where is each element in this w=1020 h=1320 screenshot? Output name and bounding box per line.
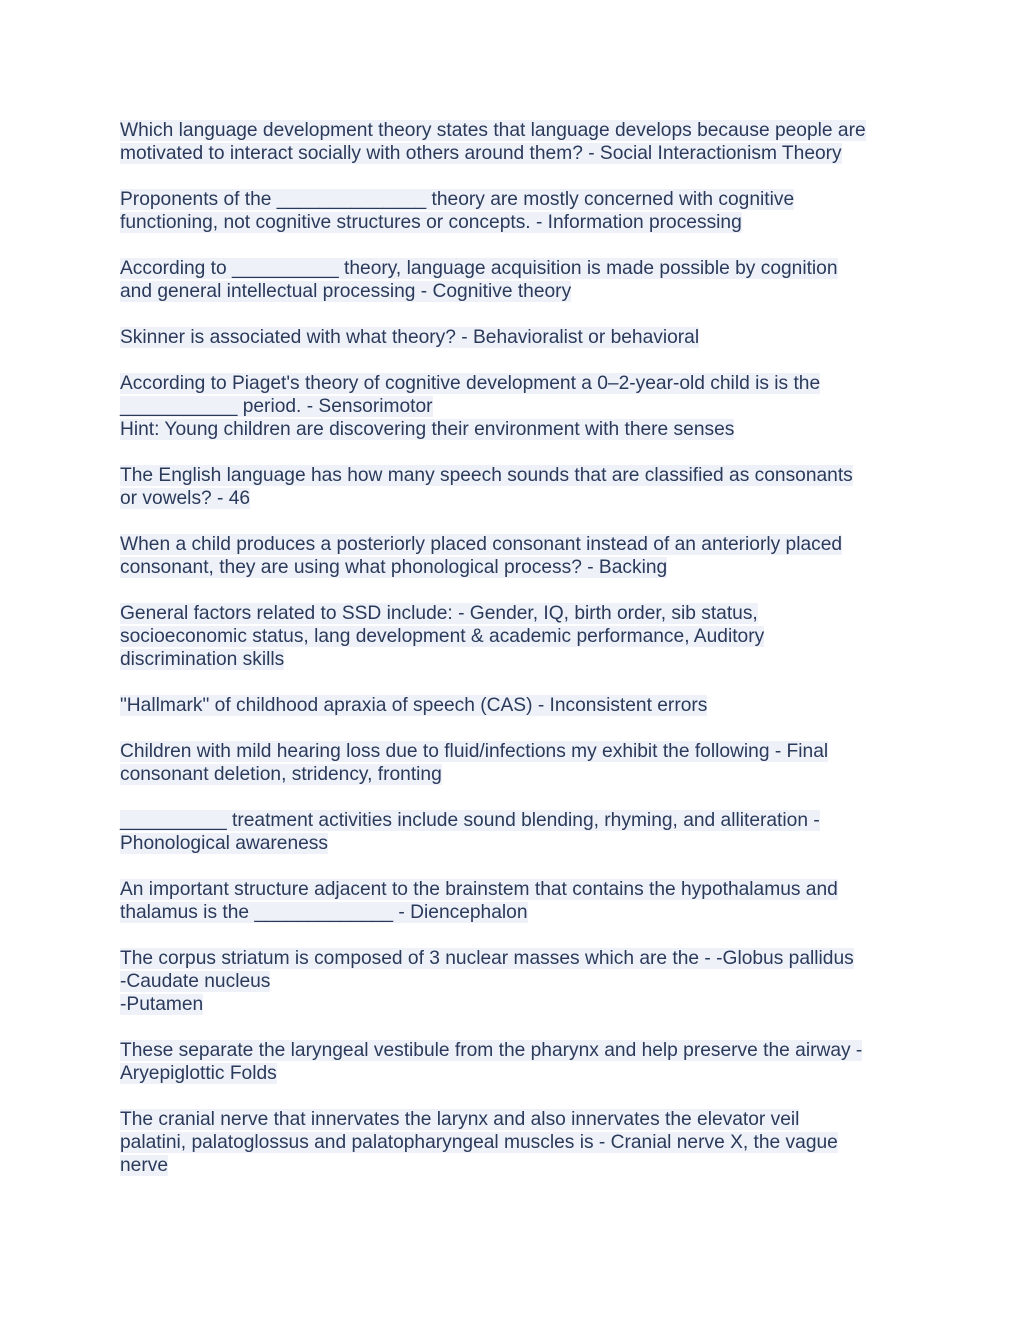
qa-line-text: "Hallmark" of childhood apraxia of speech (CAS) - Inconsistent errors [120,695,708,716]
qa-line-text: consonant, they are using what phonological process? - Backing [120,557,668,578]
qa-line [120,763,910,786]
qa-line [120,487,910,510]
qa-line-text: thalamus is the _____________ - Diencephalon [120,902,528,923]
qa-entry [120,947,910,1016]
qa-entry [120,533,910,579]
qa-line [120,280,910,303]
qa-line-text: __________ treatment activities include sound blending, rhyming, and alliteration - [120,810,820,831]
qa-line [120,625,910,648]
qa-line [120,533,910,556]
qa-entry [120,809,910,855]
qa-line [120,602,910,625]
qa-line-text: Phonological awareness [120,833,328,854]
qa-line-text: The English language has how many speech sounds that are classified as consonants [120,465,853,486]
qa-line-text: socioeconomic status, lang development & academic performance, Auditory [120,626,765,647]
qa-line [120,809,910,832]
qa-line-text: General factors related to SSD include: - Gender, IQ, birth order, sib status, [120,603,758,624]
qa-line-text: and general intellectual processing - Cognitive theory [120,281,572,302]
qa-line [120,878,910,901]
qa-line [120,257,910,280]
qa-entry [120,464,910,510]
qa-line [120,947,910,970]
qa-line [120,372,910,395]
qa-line [120,326,910,349]
qa-line [120,1131,910,1154]
qa-line-text: The corpus striatum is composed of 3 nuclear masses which are the - -Globus pallidus [120,948,854,969]
qa-line-text: -Caudate nucleus [120,971,271,992]
qa-line-text: Children with mild hearing loss due to fluid/infections my exhibit the following - Final [120,741,829,762]
qa-line-text: nerve [120,1155,168,1176]
qa-line [120,418,910,441]
qa-line [120,1108,910,1131]
qa-entry [120,372,910,441]
qa-line [120,648,910,671]
qa-line [120,556,910,579]
qa-line [120,694,910,717]
qa-line [120,740,910,763]
qa-line-text: According to Piaget's theory of cognitive development a 0–2-year-old child is is the [120,373,821,394]
qa-line-text: palatini, palatoglossus and palatopharyngeal muscles is - Cranial nerve X, the vague [120,1132,838,1153]
qa-line [120,901,910,924]
qa-line-text: Skinner is associated with what theory? - Behavioralist or behavioral [120,327,700,348]
qa-line-text: Proponents of the ______________ theory are mostly concerned with cognitive [120,189,795,210]
qa-line-text: consonant deletion, stridency, fronting [120,764,442,785]
qa-line-text: or vowels? - 46 [120,488,251,509]
qa-line-text: Aryepiglottic Folds [120,1063,277,1084]
qa-entry [120,257,910,303]
qa-line [120,832,910,855]
qa-line [120,142,910,165]
qa-entry [120,878,910,924]
qa-line [120,1154,910,1177]
qa-line-text: These separate the laryngeal vestibule from the pharynx and help preserve the airway - [120,1040,863,1061]
qa-line [120,119,910,142]
qa-line-text: -Putamen [120,994,204,1015]
qa-line-text: motivated to interact socially with others around them? - Social Interactionism Theory [120,143,842,164]
qa-list [120,119,910,1177]
qa-line [120,211,910,234]
qa-line [120,1039,910,1062]
qa-line-text: According to __________ theory, language acquisition is made possible by cognition [120,258,838,279]
qa-line-text: When a child produces a posteriorly placed consonant instead of an anteriorly placed [120,534,843,555]
qa-line [120,993,910,1016]
qa-line [120,188,910,211]
document-page [120,119,910,1200]
qa-line [120,970,910,993]
qa-entry [120,188,910,234]
qa-line-text: ___________ period. - Sensorimotor [120,396,433,417]
qa-line [120,464,910,487]
qa-entry [120,694,910,717]
qa-entry [120,1039,910,1085]
qa-line-text: An important structure adjacent to the brainstem that contains the hypothalamus and [120,879,838,900]
qa-line-text: Hint: Young children are discovering their environment with there senses [120,419,735,440]
qa-entry [120,602,910,671]
qa-entry [120,1108,910,1177]
qa-entry [120,119,910,165]
qa-line-text: Which language development theory states that language develops because people are [120,120,866,141]
qa-line-text: The cranial nerve that innervates the larynx and also innervates the elevator veil [120,1109,800,1130]
qa-entry [120,326,910,349]
qa-entry [120,740,910,786]
qa-line-text: functioning, not cognitive structures or concepts. - Information processing [120,212,742,233]
qa-line [120,395,910,418]
qa-line-text: discrimination skills [120,649,285,670]
qa-line [120,1062,910,1085]
